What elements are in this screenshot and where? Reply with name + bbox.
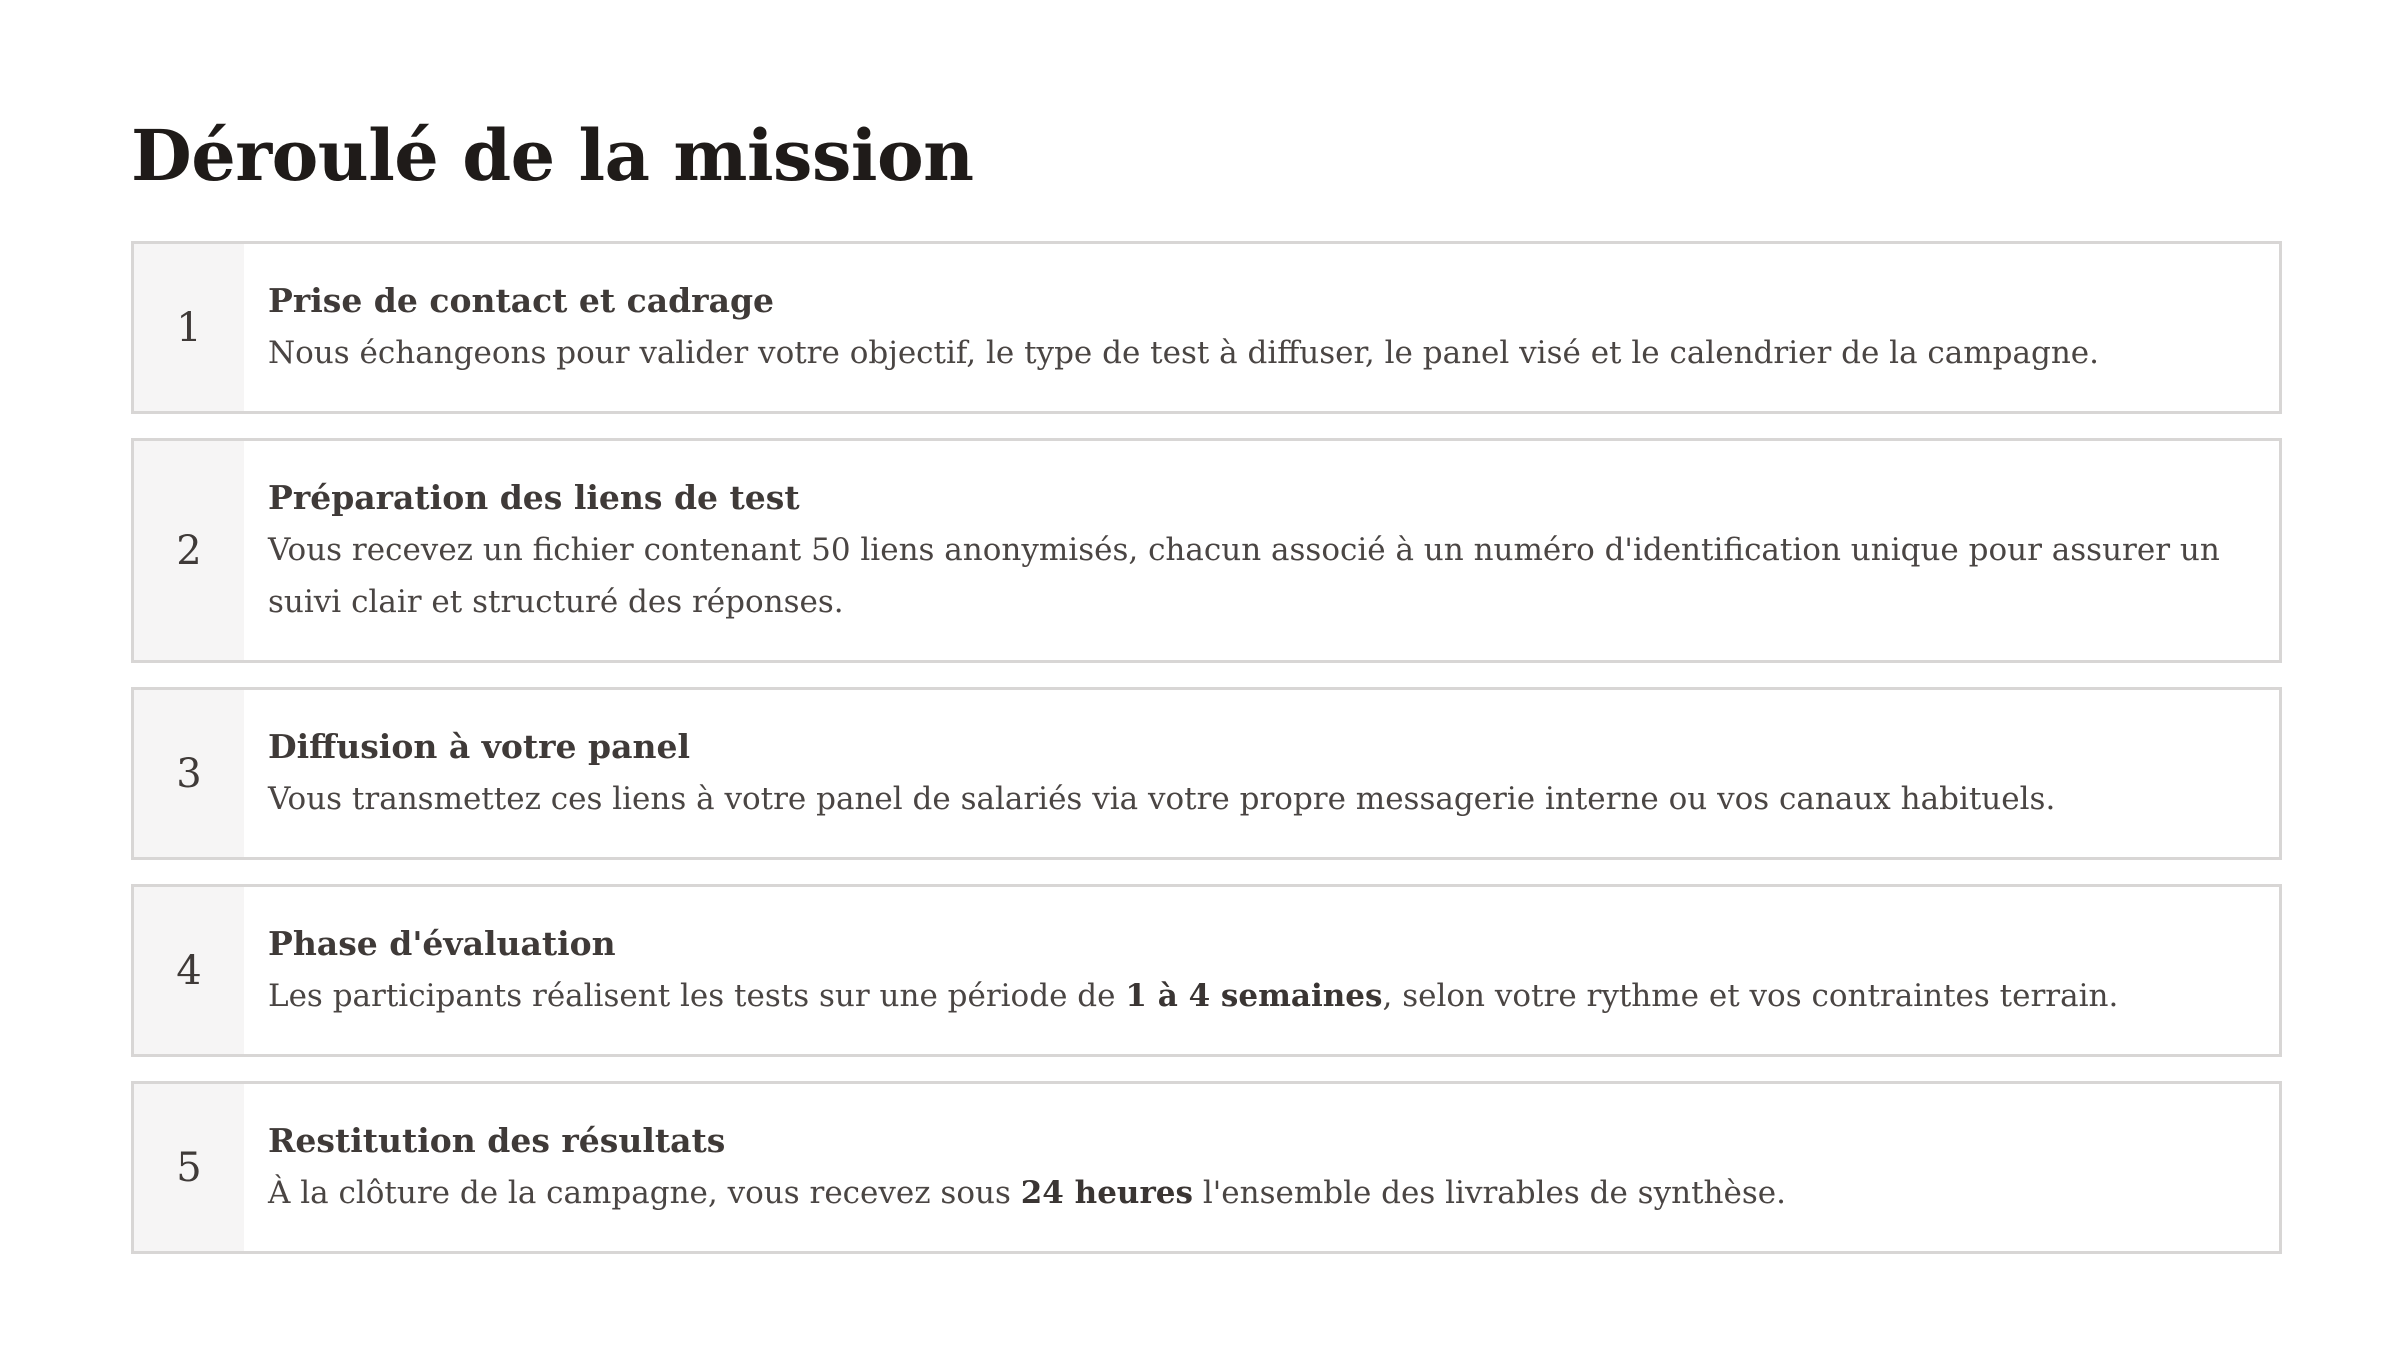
step-card (131, 1081, 2282, 1254)
step-number: 4 (134, 887, 244, 1054)
step-description (268, 1167, 2255, 1219)
step-content (244, 690, 2279, 857)
step-card (131, 438, 2282, 663)
step-title: Prise de contact et cadrage (268, 280, 775, 320)
step-title: Diffusion à votre panel (268, 726, 690, 766)
step-description-emphasis: 24 heures (1020, 1174, 1193, 1211)
step-description-text-end: , selon votre rythme et vos contraintes terrain. (1382, 977, 2119, 1014)
step-number: 1 (134, 244, 244, 411)
step-description-emphasis: 1 à 4 semaines (1125, 977, 1383, 1014)
step-card (131, 687, 2282, 860)
step-number: 3 (134, 690, 244, 857)
step-card (131, 241, 2282, 414)
step-content (244, 1084, 2279, 1251)
step-description (268, 773, 2255, 825)
step-description (268, 524, 2255, 628)
step-number: 5 (134, 1084, 244, 1251)
step-description-text: À la clôture de la campagne, vous recevez sous (268, 1174, 1021, 1211)
step-description-text: Les participants réalisent les tests sur une période de (268, 977, 1126, 1014)
step-content (244, 441, 2279, 660)
page-title: Déroulé de la mission (131, 114, 974, 197)
step-title: Phase d'évaluation (268, 923, 616, 963)
step-title: Préparation des liens de test (268, 477, 800, 517)
step-description-text: Nous échangeons pour valider votre objectif, le type de test à diffuser, le panel visé et le calendrier de la campagne. (268, 334, 2099, 371)
step-content (244, 244, 2279, 411)
step-card (131, 884, 2282, 1057)
step-description (268, 970, 2255, 1022)
step-content (244, 887, 2279, 1054)
mission-page (131, 104, 2282, 1211)
step-description-text: Vous recevez un fichier contenant 50 liens anonymisés, chacun associé à un numéro d'identification unique pour assurer un suivi clair et structuré des réponses. (268, 531, 2220, 620)
step-title: Restitution des résultats (268, 1120, 726, 1160)
step-description-text-end: l'ensemble des livrables de synthèse. (1192, 1174, 1786, 1211)
step-description-text: Vous transmettez ces liens à votre panel de salariés via votre propre messagerie interne ou vos canaux habituels. (268, 780, 2056, 817)
step-description (268, 327, 2255, 379)
step-number: 2 (134, 441, 244, 660)
